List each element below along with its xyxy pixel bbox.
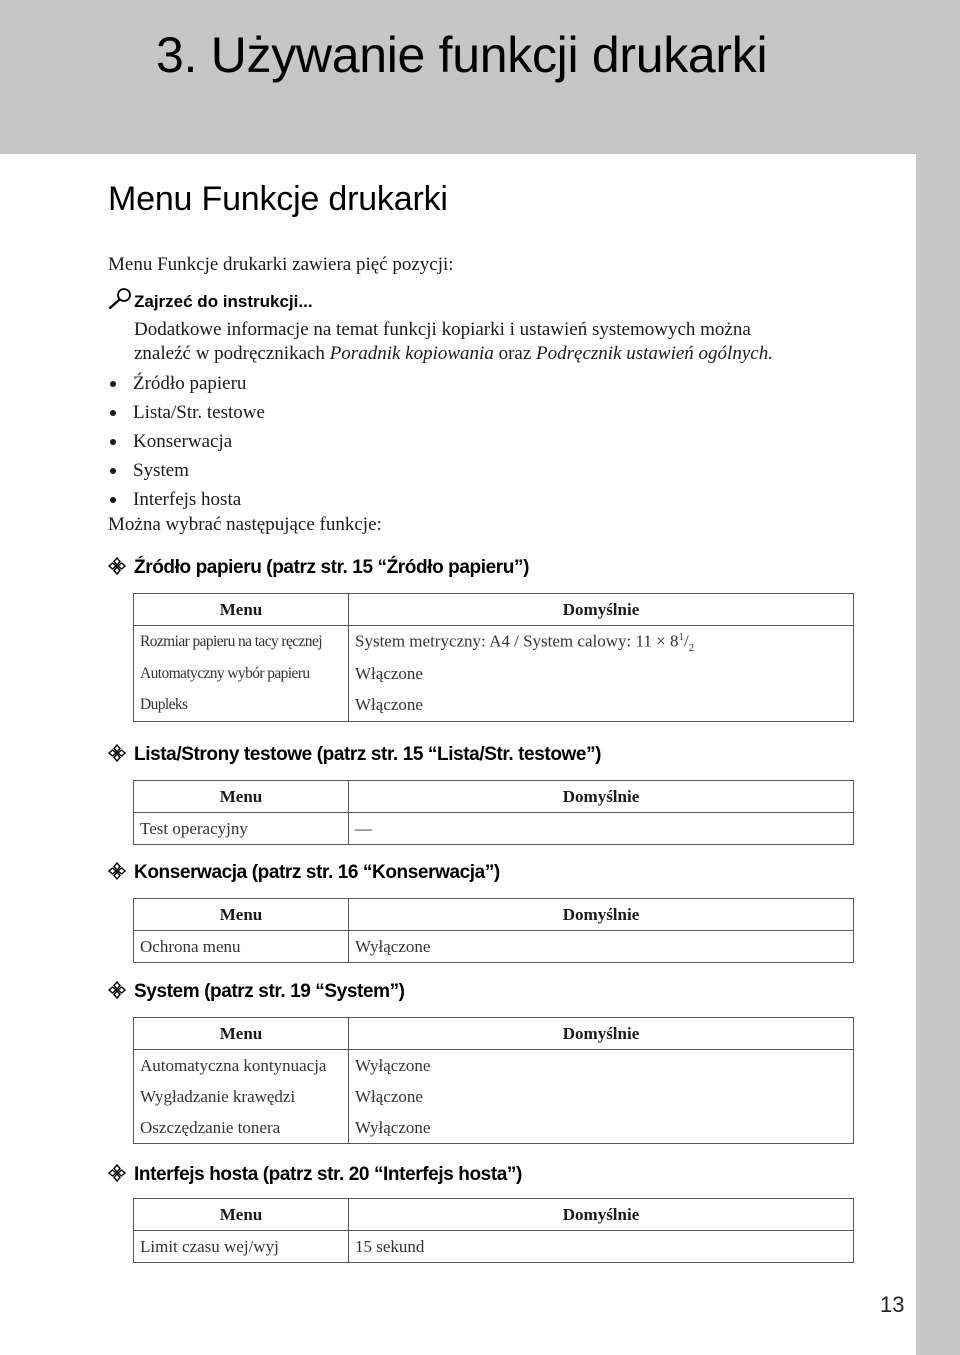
menu-cell: Oszczędzanie tonera bbox=[134, 1112, 349, 1144]
menu-cell: Test operacyjny bbox=[134, 813, 349, 845]
table-row bbox=[134, 659, 854, 690]
value-cell: Włączone bbox=[349, 1081, 854, 1112]
menu-cell: Rozmiar papieru na tacy ręcznej bbox=[134, 626, 349, 659]
table-header-row bbox=[134, 594, 854, 626]
margin-band bbox=[916, 0, 960, 1355]
column-header-default: Domyślnie bbox=[349, 1018, 854, 1050]
value-cell: Włączone bbox=[349, 659, 854, 690]
value-cell: Wyłączone bbox=[349, 1050, 854, 1082]
list-item: Interfejs hosta bbox=[108, 485, 265, 514]
system-table bbox=[133, 1017, 854, 1144]
menu-cell: Wygładzanie krawędzi bbox=[134, 1081, 349, 1112]
diamond-bullet-icon bbox=[108, 744, 126, 762]
column-header-default: Domyślnie bbox=[349, 1199, 854, 1231]
subsection-heading-maintenance bbox=[108, 862, 500, 884]
column-header-menu: Menu bbox=[134, 781, 349, 813]
test-pages-table bbox=[133, 780, 854, 845]
menu-cell: Dupleks bbox=[134, 690, 349, 722]
note-text: znaleźć w podręcznikach bbox=[134, 343, 330, 364]
select-text: Można wybrać następujące funkcje: bbox=[108, 514, 382, 535]
column-header-default: Domyślnie bbox=[349, 781, 854, 813]
manual-ref-general: Podręcznik ustawień ogólnych bbox=[536, 343, 769, 364]
subsection-heading-system bbox=[108, 981, 405, 1003]
diamond-bullet-icon bbox=[108, 1164, 126, 1182]
table-row bbox=[134, 1081, 854, 1112]
note-heading: Zajrzeć do instrukcji... bbox=[134, 292, 313, 311]
note-line-2 bbox=[134, 343, 773, 365]
table-header-row bbox=[134, 899, 854, 931]
subsection-heading-paper-source bbox=[108, 557, 529, 579]
fraction-denominator: 2 bbox=[688, 641, 695, 654]
intro-text: Menu Funkcje drukarki zawiera pięć pozycji: bbox=[108, 254, 454, 275]
table-row bbox=[134, 1231, 854, 1263]
page-number: 13 bbox=[880, 1292, 905, 1317]
subsection-title: Konserwacja (patrz str. 16 “Konserwacja”) bbox=[134, 862, 500, 883]
table-header-row bbox=[134, 781, 854, 813]
note-text: oraz bbox=[493, 343, 537, 364]
subsection-title: Lista/Strony testowe (patrz str. 15 “Lista/Str. testowe”) bbox=[134, 744, 602, 765]
value-text: 8 bbox=[665, 631, 679, 651]
value-cell: Włączone bbox=[349, 690, 854, 722]
subsection-heading-test-pages bbox=[108, 744, 601, 766]
subsection-heading-host-interface bbox=[108, 1164, 522, 1186]
list-item: Konserwacja bbox=[108, 427, 265, 456]
list-item: Źródło papieru bbox=[108, 369, 265, 398]
note-line-1: Dodatkowe informacje na temat funkcji kopiarki i ustawień systemowych można bbox=[134, 319, 751, 340]
menu-item-list bbox=[108, 369, 265, 514]
column-header-menu: Menu bbox=[134, 1018, 349, 1050]
host-interface-table bbox=[133, 1198, 854, 1263]
menu-cell: Automatyczny wybór papieru bbox=[134, 659, 349, 690]
subsection-title: Interfejs hosta (patrz str. 20 “Interfejs hosta”) bbox=[134, 1164, 522, 1185]
value-cell bbox=[349, 626, 854, 659]
times-sign: × bbox=[656, 631, 666, 651]
diamond-bullet-icon bbox=[108, 557, 126, 575]
value-cell: Wyłączone bbox=[349, 931, 854, 963]
list-item: System bbox=[108, 456, 265, 485]
table-row bbox=[134, 626, 854, 659]
value-cell: Wyłączone bbox=[349, 1112, 854, 1144]
table-row bbox=[134, 690, 854, 722]
subsection-title: Źródło papieru (patrz str. 15 “Źródło papieru”) bbox=[134, 557, 530, 578]
subsection-title: System (patrz str. 19 “System”) bbox=[134, 981, 405, 1002]
table-header-row bbox=[134, 1018, 854, 1050]
table-row bbox=[134, 931, 854, 963]
column-header-menu: Menu bbox=[134, 594, 349, 626]
table-row bbox=[134, 813, 854, 845]
column-header-menu: Menu bbox=[134, 1199, 349, 1231]
table-header-row bbox=[134, 1199, 854, 1231]
value-cell: — bbox=[349, 813, 854, 845]
value-cell: 15 sekund bbox=[349, 1231, 854, 1263]
magnifier-icon bbox=[108, 287, 134, 309]
table-row bbox=[134, 1112, 854, 1144]
manual-ref-copy: Poradnik kopiowania bbox=[329, 343, 494, 364]
column-header-default: Domyślnie bbox=[349, 899, 854, 931]
menu-cell: Ochrona menu bbox=[134, 931, 349, 963]
value-text: System metryczny: A4 / System calowy: 11 bbox=[355, 631, 657, 651]
diamond-bullet-icon bbox=[108, 981, 126, 999]
diamond-bullet-icon bbox=[108, 862, 126, 880]
fraction-numerator: 1 bbox=[678, 630, 684, 643]
list-item: Lista/Str. testowe bbox=[108, 398, 265, 427]
table-row bbox=[134, 1050, 854, 1082]
menu-cell: Automatyczna kontynuacja bbox=[134, 1050, 349, 1082]
column-header-menu: Menu bbox=[134, 899, 349, 931]
section-title: Menu Funkcje drukarki bbox=[108, 180, 448, 218]
menu-cell: Limit czasu wej/wyj bbox=[134, 1231, 349, 1263]
chapter-title: 3. Używanie funkcji drukarki bbox=[156, 27, 768, 83]
note-text: . bbox=[768, 343, 773, 364]
column-header-default: Domyślnie bbox=[349, 594, 854, 626]
fraction-slash: / bbox=[683, 631, 689, 651]
paper-source-table bbox=[133, 593, 854, 722]
maintenance-table bbox=[133, 898, 854, 963]
